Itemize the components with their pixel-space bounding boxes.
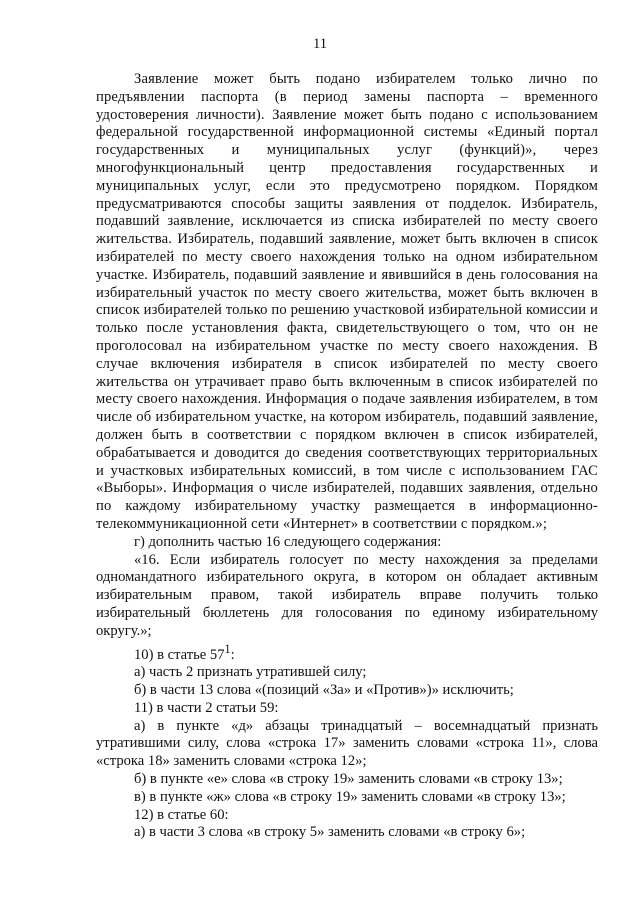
- paragraph-item-11b: б) в пункте «е» слова «в строку 19» заменить словами «в строку 13»;: [134, 770, 563, 787]
- paragraph-item-g: г) дополнить частью 16 следующего содержания:: [134, 533, 442, 550]
- paragraph-item-11v: в) в пункте «ж» слова «в строку 19» заменить словами «в строку 13»;: [134, 788, 566, 805]
- paragraph-item-12: 12) в статье 60:: [134, 806, 229, 823]
- paragraph-item-11a: а) в пункте «д» абзацы тринадцатый – восемнадцатый признать утратившими силу, слова «строка 17» заменить словами «строка 11», слова «строка 18» заменить словами «строка 12»;: [96, 717, 598, 770]
- paragraph-item-11: 11) в части 2 статьи 59:: [134, 699, 279, 716]
- paragraph-item-10a: а) часть 2 признать утратившей силу;: [134, 664, 367, 681]
- paragraph-application-rules: Заявление может быть подано избирателем только лично по предъявлении паспорта (в период замены паспорта – временного удостоверения личности). Заявление может быть подано с использованием федеральной государственной информационной системы «Единый портал государственных и муниципальных услуг (функций)», через многофункциональный центр предоставления государственных и муниципальных услуг, если это предусмотрено порядком. Порядком предусматриваются способы защиты заявления от подделок. Избиратель, подавший заявление, исключается из списка избирателей по месту своего жительства. Избиратель, подавший заявление, может быть включен в список избирателей по месту своего нахождения только на одном избирательном участке. Избиратель, подавший заявление и явившийся в день голосования на избирательный участок по месту своего жительства, может быть включен в список избирателей только по решению участковой избирательной комиссии и только после установления факта, свидетельствующего о том, что он не проголосовал на избирательном участке по месту своего нахождения. В случае включения избирателя в список избирателей по месту своего жительства он утрачивает право быть включенным в список избирателей по месту своего нахождения. Информация о подаче заявления избирателем, в том числе об избирательном участке, на котором избиратель, подавший заявление, должен быть в соответствии с порядком включен в список избирателей, обрабатывается и доводится до сведения соответствующих территориальных и участковых избирательных комиссий, в том числе с использованием ГАС «Выборы». Информация о числе избирателей, подавших заявления, отдельно по каждому избирательному участку размещается в информационно-телекоммуникационной сети «Интернет» в соответствии с порядком.»;: [96, 71, 598, 532]
- item-10-superscript: 1: [224, 641, 231, 656]
- page-number: 11: [312, 36, 328, 52]
- paragraph-item-12a: а) в части 3 слова «в строку 5» заменить словами «в строку 6»;: [134, 824, 526, 841]
- paragraph-part-16: «16. Если избиратель голосует по месту нахождения за пределами одномандатного избирательного округа, в котором он обладает активным избирательным правом, такой избиратель вправе получить только избирательный бюллетень для голосования по единому избирательному округу.»;: [96, 551, 598, 639]
- item-10-text: 10) в статье 57: [134, 646, 225, 663]
- paragraph-item-10b: б) в части 13 слова «(позиций «За» и «Против»)» исключить;: [134, 681, 514, 698]
- paragraph-item-10: [96, 641, 598, 665]
- document-body: [96, 71, 598, 842]
- item-10-tail: :: [230, 646, 235, 663]
